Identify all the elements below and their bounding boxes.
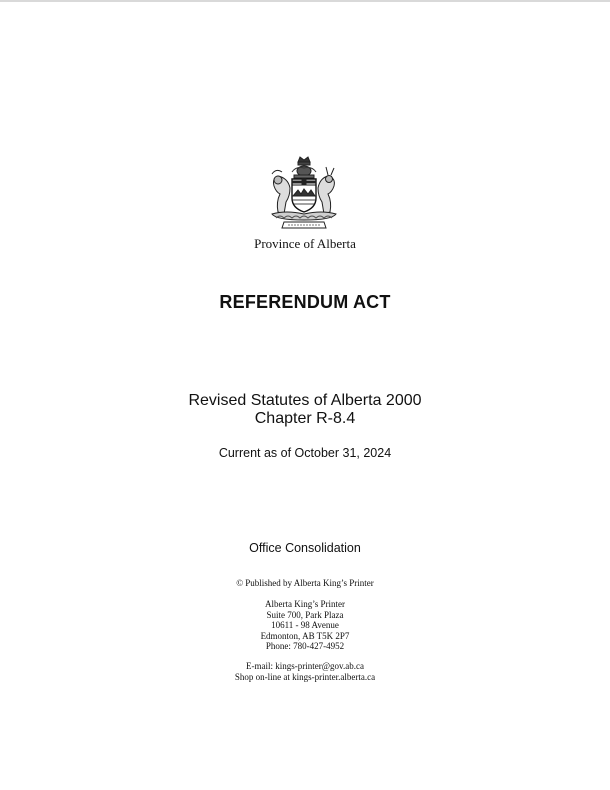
- address-line: 10611 - 98 Avenue: [271, 620, 339, 630]
- alberta-coat-of-arms-icon: [266, 154, 342, 232]
- publisher-copyright: © Published by Alberta King’s Printer: [236, 578, 374, 588]
- phone-line: Phone: 780-427-4952: [265, 641, 345, 651]
- address-line: Edmonton, AB T5K 2P7: [260, 630, 350, 641]
- currency-date: Current as of October 31, 2024: [218, 446, 392, 460]
- consolidation-label: Office Consolidation: [249, 541, 361, 555]
- statutes-citation: Revised Statutes of Alberta 2000: [188, 392, 422, 409]
- chapter-number: Chapter R-8.4: [254, 410, 356, 427]
- address-line: Alberta King’s Printer: [265, 599, 345, 609]
- page-top-border: [0, 0, 610, 2]
- shop-online-line: Shop on-line at kings-printer.alberta.ca: [234, 671, 376, 682]
- act-title: REFERENDUM ACT: [219, 292, 391, 312]
- email-line: E-mail: kings-printer@gov.ab.ca: [246, 661, 364, 671]
- address-line: Suite 700, Park Plaza: [266, 609, 344, 620]
- province-name: Province of Alberta: [254, 236, 356, 251]
